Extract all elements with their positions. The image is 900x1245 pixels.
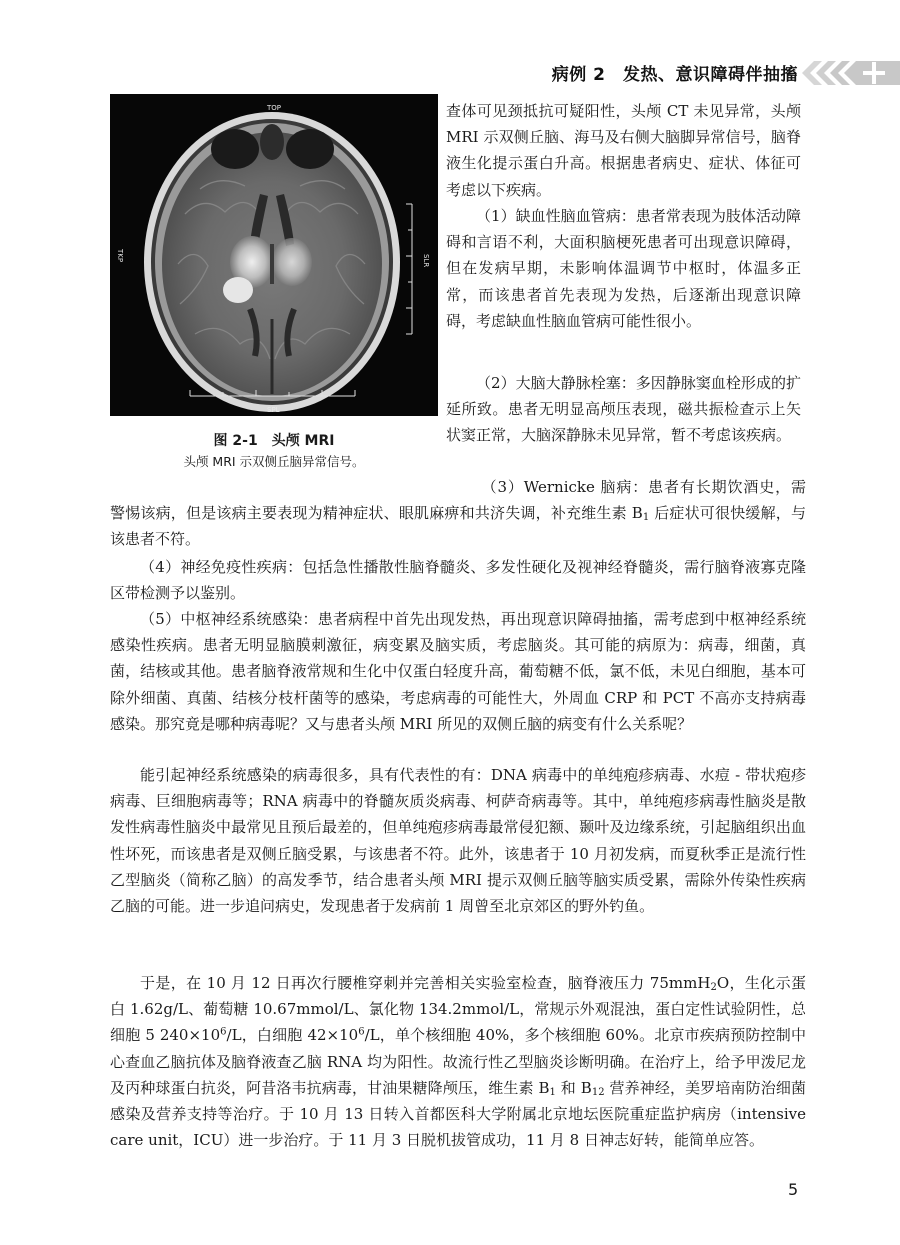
caption-title: 图 2-1 头颅 MRI xyxy=(213,433,335,449)
paragraph: （5）中枢神经系统感染：患者病程中首先出现发热，再出现意识障碍抽搐，需考虑到中枢神经系统感染性疾病。患者无明显脑膜刺激征，病变累及脑实质，考虑脑炎。其可能的病原为：病毒，细菌，真菌，结核或其他。患者脑脊液常规和生化中仅蛋白轻度升高，葡萄糖不低，氯不低，未见白细胞，基本可除外细菌、真菌、结核分枝杆菌等的感染，考虑病毒的可能性大，外周血 CRP 和 PCT 不高亦支持病毒感染。那究竟是哪种病毒呢？又与患者头颅 MRI 所见的双侧丘脑的病变有什么关系呢？ xyxy=(110,610,806,733)
caption-text: 头颅 MRI 示双侧丘脑异常信号。 xyxy=(183,454,365,469)
chevron-plus-badge-icon xyxy=(800,58,900,88)
paragraph: （1）缺血性脑血管病：患者常表现为肢体活动障碍和言语不利，大面积脑梗死患者可出现意识障碍，但在发病早期，未影响体温调节中枢时，体温多正常，而该患者首先表现为发热，后逐渐出现意识障碍，考虑缺血性脑血管病可能性很小。 xyxy=(446,207,801,330)
paragraph: 于是，在 10 月 12 日再次行腰椎穿刺并完善相关实验室检查，脑脊液压力 75mmH$_2$O，生化示蛋白 1.62g/L、葡萄糖 10.67mmol/L、氯化物 134.2mmol/L，常规示外观混浊，蛋白定性试验阴性，总细胞 5 $240\times 10^6/L$，白细胞 $42\times 10^6/L$，单个核细胞 40%，多个核细胞 60%。北京市疾病预防控制中心查血乙脑抗体及脑脊液查乙脑 RNA 均为阳性。故流行性乙型脑炎诊断明确。在治疗上，给予甲泼尼龙及丙种球蛋白抗炎，阿昔洛韦抗病毒，甘油果糖降颅压，维生素 $B_1$ 和 $B_{12}$ 营养神经，美罗培南防治细菌感染及营养支持等治疗。于 10 月 13 日转入首都医科大学附属北京地坛医院重症监护病房（intensive care unit，ICU）进一步治疗。于 11 月 3 日脱机拔管成功，11 月 8 日神志好转，能简单应答。 xyxy=(110,974,806,1150)
paragraph: 能引起神经系统感染的病毒很多，具有代表性的有：DNA 病毒中的单纯疱疹病毒、水痘 - 带状疱疹病毒、巨细胞病毒等；RNA 病毒中的脊髓灰质炎病毒、柯萨奇病毒等。其中，单纯疱疹病毒性脑炎是散发性病毒性脑炎中最常见且预后最差的，但单纯疱疹病毒最常侵犯额、颞叶及边缘系统，引起脑组织出血性坏死，而该患者是双侧丘脑受累，与该患者不符。此外，该患者于 10 月初发病，而夏秋季正是流行性乙型脑炎（简称乙脑）的高发季节，结合患者头颅 MRI 提示双侧丘脑等脑实质受累，需除外传染性疾病乙脑的可能。进一步追问病史，发现患者于发病前 1 周曾至北京郊区的野外钓鱼。 xyxy=(110,766,806,916)
paragraph: （2）大脑大静脉栓塞：多因静脉窦血栓形成的扩延所致。患者无明显高颅压表现，磁共振检查示上矢状窦正常，大脑深静脉未见异常，暂不考虑该疾病。 xyxy=(446,374,801,445)
page-number: 5 xyxy=(788,1180,799,1199)
brain-mri-image xyxy=(110,94,438,416)
mri-marker-left: TKP xyxy=(116,249,124,263)
mri-marker-bottom: SPL xyxy=(267,406,280,414)
figure-caption xyxy=(110,430,438,472)
paragraph: 查体可见颈抵抗可疑阳性，头颅 CT 未见异常，头颅 MRI 示双侧丘脑、海马及右侧大脑脚异常信号，脑脊液生化提示蛋白升高。根据患者病史、症状、体征可考虑以下疾病。 xyxy=(446,102,801,199)
mri-figure xyxy=(110,94,438,416)
mri-marker-right: SLR xyxy=(422,254,430,268)
running-header xyxy=(440,58,900,88)
chapter-title: 病例 2 发热、意识障碍伴抽搐 xyxy=(551,65,798,85)
paragraph: （4）神经免疫性疾病：包括急性播散性脑脊髓炎、多发性硬化及视神经脊髓炎，需行脑脊液寡克隆区带检测予以鉴别。 xyxy=(110,558,806,603)
paragraph: （3）Wernicke 脑病：患者有长期饮酒史，需警惕该病，但是该病主要表现为精神症状、眼肌麻痹和共济失调，补充维生素 $B_1$ 后症状可很快缓解，与该患者不符。 xyxy=(110,478,806,549)
mri-marker-top: TOP xyxy=(267,104,282,112)
